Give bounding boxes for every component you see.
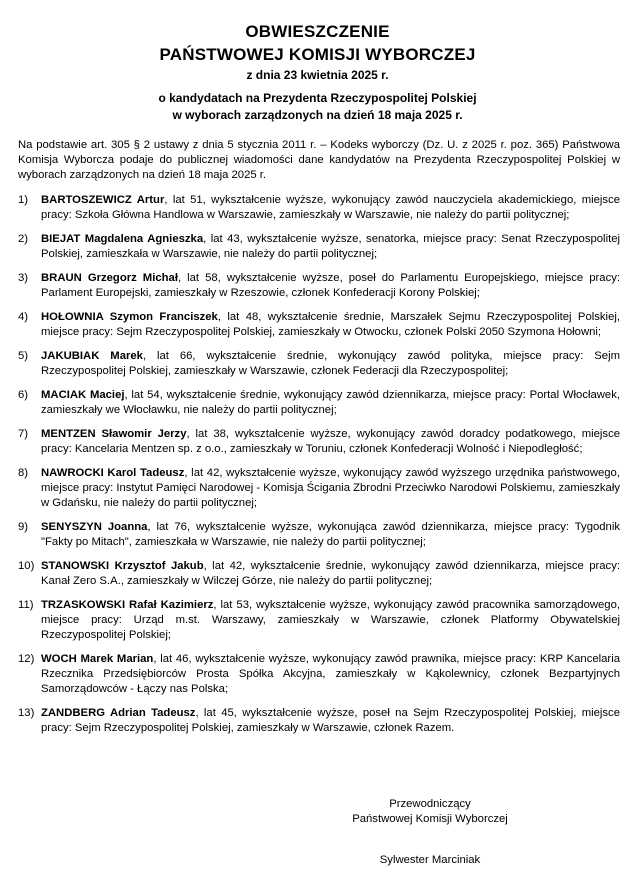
candidate-list xyxy=(0,193,635,745)
candidate-number: 3) xyxy=(18,272,29,284)
candidate-name: HOŁOWNIA Szymon Franciszek xyxy=(41,311,218,323)
candidate-item: 6) MACIAK Maciej, lat 54, wykształcenie średnie, wykonujący zawód dziennikarza, miejsce pracy: Portal Włocławek, zamieszkały we Włocławku, nie należy do partii politycznej; xyxy=(18,389,621,416)
candidate-name: JAKUBIAK Marek xyxy=(41,350,143,362)
candidate-name: MACIAK Maciej xyxy=(41,389,125,401)
candidate-details: lat 42, wykształcenie wyższe, wykonujący zawód wyższego urzędnika państwowego, miejsce pracy: Instytut Pamięci Narodowej - Komisja Ścigania Zbrodni Przeciwko Narodowi Polskiemu, zamieszkały w Gdańsku, nie należy do partii politycznej; xyxy=(41,467,620,509)
candidate-item: 5) JAKUBIAK Marek, lat 66, wykształcenie średnie, wykonujący zawód polityka, miejsce pracy: Sejm Rzeczypospolitej Polskiej, zamieszkały w Warszawie, członek Federacji dla Rzeczypospolitej; xyxy=(18,350,620,377)
candidate-number: 8) xyxy=(18,467,29,479)
candidate-item: 2) BIEJAT Magdalena Agnieszka, lat 43, wykształcenie wyższe, senatorka, miejsce pracy: Senat Rzeczypospolitej Polskiej, zamieszkała w Warszawie, nie należy do partii politycznej; xyxy=(18,233,621,260)
candidate-item: 8) NAWROCKI Karol Tadeusz, lat 42, wykształcenie wyższe, wykonujący zawód wyższego urzędnika państwowego, miejsce pracy: Instytut Pamięci Narodowej - Komisja Ścigania Zbrodni Przeciwko Narodowi Polskiemu, zamieszkały w Gdańsku, nie należy do partii politycznej; xyxy=(18,467,620,509)
candidate-name: SENYSZYN Joanna xyxy=(41,521,148,533)
candidate-details: lat 45, wykształcenie wyższe, poseł na Sejm Rzeczypospolitej Polskiej, miejsce pracy: Sejm Rzeczypospolitej Polskiej, zamieszkały w Warszawie, członek Razem. xyxy=(41,707,620,734)
signatory-institution: Państwowej Komisji Wyborczej xyxy=(352,813,508,825)
candidate-number: 10) xyxy=(18,560,35,572)
candidate-details: lat 38, wykształcenie wyższe, wykonujący zawód doradcy podatkowego, miejsce pracy: Kancelaria Mentzen sp. z o.o., zamieszkały w Toruniu, członek Konfederacji Wolność i Niepodległość; xyxy=(41,428,621,455)
candidate-number: 7) xyxy=(18,428,29,440)
candidate-item: 13) ZANDBERG Adrian Tadeusz, lat 45, wykształcenie wyższe, poseł na Sejm Rzeczypospolitej Polskiej, miejsce pracy: Sejm Rzeczypospolitej Polskiej, zamieszkały w Warszawie, członek Razem. xyxy=(18,707,620,734)
candidate-number: 1) xyxy=(18,194,29,206)
candidate-number: 13) xyxy=(18,707,35,719)
candidate-name: STANOWSKI Krzysztof Jakub xyxy=(41,560,204,572)
candidate-number: 11) xyxy=(18,599,34,611)
candidate-item: 10) STANOWSKI Krzysztof Jakub, lat 42, wykształcenie średnie, wykonujący zawód dziennikarza, miejsce pracy: Kanał Zero S.A., zamieszkały w Wilczej Górze, nie należy do partii politycznej; xyxy=(18,560,620,587)
candidate-details: lat 53, wykształcenie wyższe, wykonujący zawód pracownika samorządowego, miejsce pracy: Urząd m.st. Warszawy, zamieszkały w Warszawie, członek Platformy Obywatelskiej Rzeczypospolitej Polskiej; xyxy=(41,599,621,641)
candidate-item: 1) BARTOSZEWICZ Artur, lat 51, wykształcenie wyższe, wykonujący zawód nauczyciela akademickiego, miejsce pracy: Szkoła Główna Handlowa w Warszawie, zamieszkały w Warszawie, nie należy do partii politycznej; xyxy=(18,194,621,221)
candidate-name: BRAUN Grzegorz Michał xyxy=(41,272,178,284)
signatory-role: Przewodniczący xyxy=(389,798,471,810)
candidate-number: 2) xyxy=(18,233,29,245)
document-subject-line2: w wyborach zarządzonych na dzień 18 maja 2025 r. xyxy=(172,108,463,122)
candidate-item: 12) WOCH Marek Marian, lat 46, wykształcenie wyższe, wykonujący zawód prawnika, miejsce pracy: KRP Kancelaria Rzecznika Przedsiębiorców Prosta Spółka Akcyjna, zamieszkały w Kąkolewnicy, członek Bezpartyjnych Samorządowców - Łączy nas Polska; xyxy=(18,653,620,695)
candidate-details: lat 46, wykształcenie wyższe, wykonujący zawód prawnika, miejsce pracy: KRP Kancelaria Rzecznika Przedsiębiorców Prosta Spółka Akcyjna, zamieszkały w Kąkolewnicy, członek Bezpartyjnych Samorządowców - Łączy nas Polska; xyxy=(41,653,620,695)
intro-paragraph: Na podstawie art. 305 § 2 ustawy z dnia 5 stycznia 2011 r. – Kodeks wyborczy (Dz. U. z 2025 r. poz. 365) Państwowa Komisja Wyborcza podaje do publicznej wiadomości dane kandydatów na Prezydenta Rzeczypospolitej Polskiej w wyborach zarządzonych na dzień 18 maja 2025 r. xyxy=(18,139,620,181)
candidate-number: 12) xyxy=(18,653,35,665)
candidate-name: BIEJAT Magdalena Agnieszka xyxy=(41,233,204,245)
candidate-item: 3) BRAUN Grzegorz Michał, lat 58, wykształcenie wyższe, poseł do Parlamentu Europejskiego, miejsce pracy: Parlament Europejski, zamieszkały w Rzeszowie, członek Konfederacji Korony Polskiej; xyxy=(18,272,621,299)
candidate-name: TRZASKOWSKI Rafał Kazimierz xyxy=(41,599,214,611)
candidate-number: 6) xyxy=(18,389,29,401)
candidate-name: NAWROCKI Karol Tadeusz xyxy=(41,467,185,479)
candidate-item: 11) TRZASKOWSKI Rafał Kazimierz, lat 53, wykształcenie wyższe, wykonujący zawód pracownika samorządowego, miejsce pracy: Urząd m.st. Warszawy, zamieszkały w Warszawie, członek Platformy Obywatelskiej Rzeczypospolitej Polskiej; xyxy=(18,599,621,641)
candidate-details: lat 76, wykształcenie wyższe, wykonująca zawód dziennikarza, miejsce pracy: Tygodnik "Fakty po Mitach", zamieszkała w Warszawie, nie należy do partii politycznej; xyxy=(41,521,620,548)
issuer-title: PAŃSTWOWEJ KOMISJI WYBORCZEJ xyxy=(159,45,476,64)
candidate-number: 4) xyxy=(18,311,29,323)
candidate-details: lat 66, wykształcenie średnie, wykonujący zawód polityka, miejsce pracy: Sejm Rzeczypospolitej Polskiej, zamieszkały w Warszawie, członek Federacji dla Rzeczypospolitej; xyxy=(41,350,620,377)
candidate-item: 4) HOŁOWNIA Szymon Franciszek, lat 48, wykształcenie średnie, Marszałek Sejmu Rzeczypospolitej Polskiej, miejsce pracy: Sejm Rzeczypospolitej Polskiej, zamieszkały w Otwocku, członek Polski 2050 Szymona Hołowni; xyxy=(18,311,620,338)
candidate-details: lat 58, wykształcenie wyższe, poseł do Parlamentu Europejskiego, miejsce pracy: Parlament Europejski, zamieszkały w Rzeszowie, członek Konfederacji Korony Polskiej; xyxy=(41,272,621,299)
candidate-details: lat 42, wykształcenie średnie, wykonujący zawód dziennikarza, miejsce pracy: Kanał Zero S.A., zamieszkały w Wilczej Górze, nie należy do partii politycznej; xyxy=(41,560,620,587)
candidate-name: MENTZEN Sławomir Jerzy xyxy=(41,428,187,440)
document-subject-line1: o kandydatach na Prezydenta Rzeczypospolitej Polskiej xyxy=(158,91,477,105)
signatory-name: Sylwester Marciniak xyxy=(379,854,481,866)
candidate-details: lat 54, wykształcenie średnie, wykonujący zawód dziennikarza, miejsce pracy: Portal Włocławek, zamieszkały we Włocławku, nie należy do partii politycznej; xyxy=(41,389,621,416)
document-date: z dnia 23 kwietnia 2025 r. xyxy=(246,68,389,82)
candidate-details: lat 43, wykształcenie wyższe, senatorka, miejsce pracy: Senat Rzeczypospolitej Polskiej, zamieszkała w Warszawie, nie należy do partii politycznej; xyxy=(41,233,621,260)
candidate-number: 5) xyxy=(18,350,29,362)
candidate-item: 7) MENTZEN Sławomir Jerzy, lat 38, wykształcenie wyższe, wykonujący zawód doradcy podatkowego, miejsce pracy: Kancelaria Mentzen sp. z o.o., zamieszkały w Toruniu, członek Konfederacji Wolność i Niepodległość; xyxy=(18,428,621,455)
candidate-details: lat 48, wykształcenie średnie, Marszałek Sejmu Rzeczypospolitej Polskiej, miejsce pracy: Sejm Rzeczypospolitej Polskiej, zamieszkały w Otwocku, członek Polski 2050 Szymona Hołowni; xyxy=(41,311,620,338)
document-title: OBWIESZCZENIE xyxy=(245,22,390,41)
candidate-name: ZANDBERG Adrian Tadeusz xyxy=(41,707,196,719)
candidate-number: 9) xyxy=(18,521,29,533)
candidate-name: BARTOSZEWICZ Artur xyxy=(41,194,165,206)
candidate-details: lat 51, wykształcenie wyższe, wykonujący zawód nauczyciela akademickiego, miejsce pracy: Szkoła Główna Handlowa w Warszawie, zamieszkały w Warszawie, nie należy do partii politycznej; xyxy=(41,194,621,221)
candidate-item: 9) SENYSZYN Joanna, lat 76, wykształcenie wyższe, wykonująca zawód dziennikarza, miejsce pracy: Tygodnik "Fakty po Mitach", zamieszkała w Warszawie, nie należy do partii politycznej; xyxy=(18,521,620,548)
candidate-name: WOCH Marek Marian xyxy=(41,653,154,665)
